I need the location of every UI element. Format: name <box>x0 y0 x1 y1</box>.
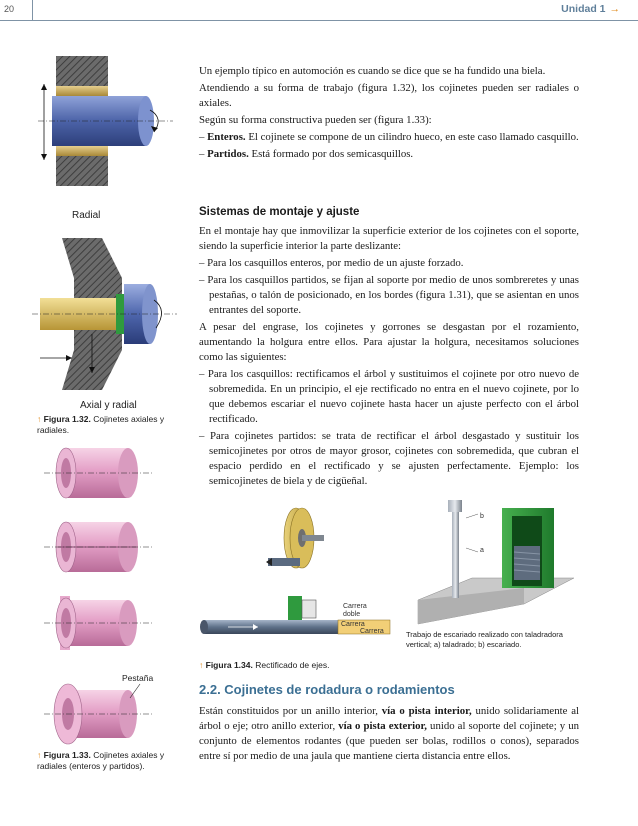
unit-title-text: Unidad 1 <box>561 3 606 15</box>
list-dash: – <box>199 430 205 442</box>
body-text-top <box>199 64 579 164</box>
bushings-figure <box>44 440 174 750</box>
flange-label: Pestaña <box>122 673 154 683</box>
label-a: a <box>480 547 484 554</box>
reaming-caption: Trabajo de escariado realizado con taladradora vertical; a) taladrado; b) escariado. <box>406 630 563 649</box>
caption-arrow-icon: ↑ <box>37 750 42 760</box>
figure-134-caption <box>199 660 579 671</box>
list-item-text: El cojinete se compone de un cilindro hueco, en este caso llamado casquillo. <box>248 131 579 143</box>
radial-label: Radial <box>72 210 101 221</box>
list-dash: – <box>199 257 205 269</box>
figure-133-caption <box>37 750 177 772</box>
text-run: unido solidariamente al árbol o eje; otro anillo exterior, <box>199 705 579 732</box>
list-item <box>199 429 579 489</box>
axial-radial-bearing-figure <box>32 238 182 398</box>
unit-arrow-icon: → <box>609 3 620 15</box>
paragraph: Atendiendo a su forma de trabajo (figura 1.32), los cojinetes pueden ser radiales o axiales. <box>199 82 579 109</box>
figure-132-caption <box>37 414 177 436</box>
figure-132-text: Cojinetes axiales y radiales. <box>37 414 165 435</box>
paragraph <box>199 704 579 764</box>
axial-radial-label: Axial y radial <box>80 400 137 411</box>
section-paragraph <box>199 704 579 766</box>
list-item <box>199 273 579 318</box>
carrera-doble-label: Carrera doble <box>343 603 367 618</box>
radial-bearing-figure <box>38 52 178 207</box>
figure-132-number: Figura 1.32. <box>43 414 91 424</box>
paragraph: Un ejemplo típico en automoción es cuando se dice que se ha fundido una biela. <box>199 65 546 77</box>
list-dash: – <box>199 148 205 160</box>
figure-133-number: Figura 1.33. <box>43 750 91 760</box>
term: vía o pista exterior, <box>338 720 427 732</box>
caption-arrow-icon: ↑ <box>199 660 204 670</box>
text-run: unido al soporte del cojinete; y un conjunto de elementos rodantes (que pueden ser bolas, rodillos o conos), separados entre sí por medio de una jaula que mantiene cierta distancia entre ellos. <box>199 720 579 762</box>
list-item <box>199 367 579 427</box>
carrera-label-1: Carrera <box>341 621 365 628</box>
list-item-text: Para los casquillos partidos, se fijan al soporte por medio de unos sombreretes y unas pestañas, o talón de posicionado, en los bordes (figura 1.31), que se asientan en unos entrantes del soporte. <box>207 274 579 316</box>
list-item-text: Para los casquillos: rectificamos el árbol y sustituimos el cojinete por otro nuevo de sobremedida. En un principio, el eje rectificado no entra en el nuevo cojinete, por lo que debemos escariar el nuevo cojinete hasta hacer un ajuste perfecto con el árbol rectificado. <box>207 368 580 425</box>
paragraph: A pesar del engrase, los cojinetes y gorrones se desgastan por el rozamiento, aumentando la holgura entre ellos. Para ajustar la holgura, necesitamos soluciones como las siguientes: <box>199 321 579 363</box>
drill-press-figure <box>414 496 582 628</box>
list-item-text: Está formado por dos semicasquillos. <box>251 148 414 160</box>
list-item <box>199 147 579 162</box>
body-text-middle <box>199 224 579 491</box>
shaft-grinding-figure <box>198 500 398 648</box>
subheading: Sistemas de montaje y ajuste <box>199 206 360 218</box>
term: Enteros. <box>207 131 246 143</box>
list-item <box>199 256 579 271</box>
carrera-label-2: Carrera <box>360 628 384 635</box>
list-dash: – <box>199 274 205 286</box>
list-dash: – <box>199 131 205 143</box>
list-dash: – <box>199 368 205 380</box>
label-b: b <box>480 513 484 520</box>
section-title: 2.2. Cojinetes de rodadura o rodamientos <box>199 682 455 697</box>
page-number: 20 <box>4 4 15 14</box>
caption-arrow-icon: ↑ <box>37 414 42 424</box>
header-divider <box>32 0 33 21</box>
list-item-text: Para los casquillos enteros, por medio de un ajuste forzado. <box>207 257 464 269</box>
term: vía o pista interior, <box>381 705 472 717</box>
text-run: Están constituidos por un anillo interior, <box>199 705 378 717</box>
unit-title <box>561 3 620 15</box>
list-item <box>199 130 579 145</box>
figure-134-number: Figura 1.34. <box>205 660 253 670</box>
paragraph: En el montaje hay que inmovilizar la superficie exterior de los cojinetes con el soporte, siendo la superficie interior la parte deslizante: <box>199 225 579 252</box>
figure-134-text: Rectificado de ejes. <box>255 660 330 670</box>
paragraph: Según su forma constructiva pueden ser (figura 1.33): <box>199 114 432 126</box>
header-rule <box>0 20 638 21</box>
term: Partidos. <box>207 148 249 160</box>
list-item-text: Para cojinetes partidos: se trata de rectificar el árbol desgastado y sustituir los semicojinetes por otros de mayor grosor, cojinetes con sobremedida, que cubran el espacio perdido en el rectificado y se ajusten perfectamente. Ejemplo: los semicojinetes de biela y de cigüeñal. <box>209 430 579 487</box>
figure-133-text: Cojinetes axiales y radiales (enteros y partidos). <box>37 750 165 771</box>
